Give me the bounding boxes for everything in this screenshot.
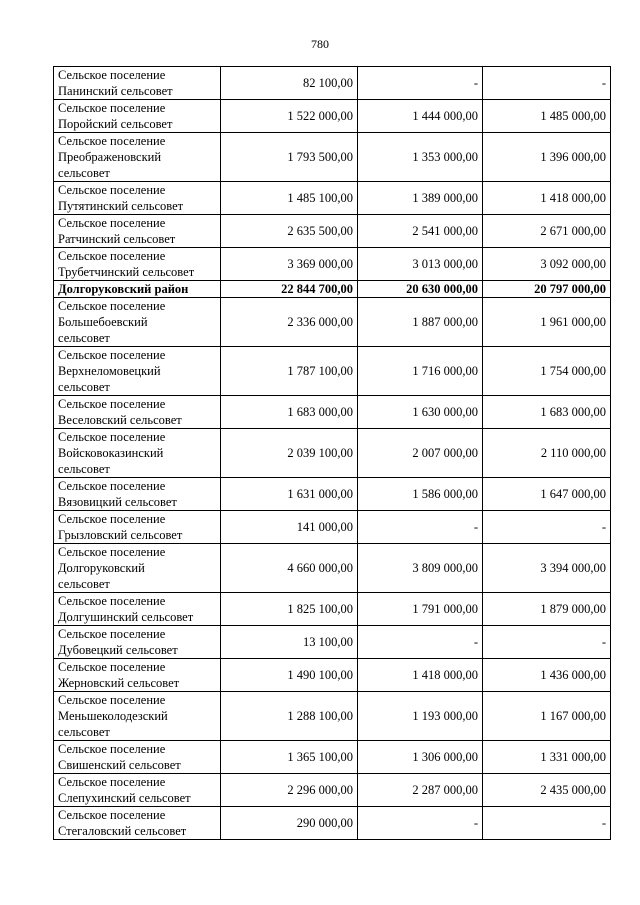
amount-cell-1: 1 793 500,00 [221, 133, 358, 182]
settlement-name-line: Войсковоказинский [58, 446, 164, 460]
settlement-name-line: Трубетчинский сельсовет [58, 265, 195, 279]
settlement-name-cell [54, 67, 221, 100]
table-row [54, 396, 611, 429]
amount-cell-3: 1 167 000,00 [483, 692, 611, 741]
amount-cell-1: 3 369 000,00 [221, 248, 358, 281]
amount-cell-1: 1 825 100,00 [221, 593, 358, 626]
amount-cell-1: 22 844 700,00 [221, 281, 358, 298]
settlement-name-line: Поройский сельсовет [58, 117, 173, 131]
settlement-name-line: Большебоевский [58, 315, 148, 329]
amount-cell-2: 2 541 000,00 [358, 215, 483, 248]
settlement-name-line: Сельское поселение [58, 68, 166, 82]
settlement-name-line: Сельское поселение [58, 397, 166, 411]
settlement-name-line: Сельское поселение [58, 183, 166, 197]
settlement-name-line: Вязовицкий сельсовет [58, 495, 177, 509]
settlement-name-line: Грызловский сельсовет [58, 528, 183, 542]
settlement-name-line: Панинский сельсовет [58, 84, 173, 98]
settlement-name-line: Сельское поселение [58, 479, 166, 493]
table-row [54, 347, 611, 396]
table-row [54, 182, 611, 215]
settlement-name-line: Жерновский сельсовет [58, 676, 180, 690]
amount-cell-2: - [358, 67, 483, 100]
amount-cell-1: 290 000,00 [221, 807, 358, 840]
settlement-name-line: Сельское поселение [58, 594, 166, 608]
settlement-name-line: сельсовет [58, 331, 110, 345]
settlement-name-cell [54, 807, 221, 840]
table-row [54, 741, 611, 774]
settlement-name-line: Сельское поселение [58, 101, 166, 115]
settlement-name-line: Сельское поселение [58, 249, 166, 263]
amount-cell-2: 1 306 000,00 [358, 741, 483, 774]
amount-cell-1: 1 522 000,00 [221, 100, 358, 133]
amount-cell-1: 2 039 100,00 [221, 429, 358, 478]
settlement-name-cell [54, 544, 221, 593]
settlement-name-line: Сельское поселение [58, 216, 166, 230]
amount-cell-2: 3 013 000,00 [358, 248, 483, 281]
table-row [54, 692, 611, 741]
amount-cell-2: 1 418 000,00 [358, 659, 483, 692]
amount-cell-1: 2 336 000,00 [221, 298, 358, 347]
amount-cell-2: - [358, 807, 483, 840]
settlement-name-line: Ратчинский сельсовет [58, 232, 176, 246]
amount-cell-2: 1 630 000,00 [358, 396, 483, 429]
settlement-name-cell [54, 659, 221, 692]
amount-cell-2: 20 630 000,00 [358, 281, 483, 298]
table-row [54, 67, 611, 100]
amount-cell-1: 1 631 000,00 [221, 478, 358, 511]
settlement-name-line: Преображеновский [58, 150, 162, 164]
settlement-name-line: Путятинский сельсовет [58, 199, 184, 213]
amount-cell-3: 1 436 000,00 [483, 659, 611, 692]
amount-cell-3: 20 797 000,00 [483, 281, 611, 298]
table-row [54, 478, 611, 511]
amount-cell-1: 1 365 100,00 [221, 741, 358, 774]
settlement-name-line: Меньшеколодезский [58, 709, 168, 723]
amount-cell-3: 1 331 000,00 [483, 741, 611, 774]
table-row [54, 215, 611, 248]
settlement-name-line: Веселовский сельсовет [58, 413, 182, 427]
amount-cell-1: 141 000,00 [221, 511, 358, 544]
settlement-name-cell [54, 281, 221, 298]
table-row [54, 511, 611, 544]
settlement-name-line: Сельское поселение [58, 775, 166, 789]
table-row [54, 626, 611, 659]
amount-cell-3: 1 647 000,00 [483, 478, 611, 511]
amount-cell-1: 1 288 100,00 [221, 692, 358, 741]
amount-cell-2: - [358, 511, 483, 544]
amount-cell-1: 1 490 100,00 [221, 659, 358, 692]
settlement-name-cell [54, 626, 221, 659]
settlement-name-line: Сельское поселение [58, 808, 166, 822]
settlement-name-line: Сельское поселение [58, 742, 166, 756]
amount-cell-1: 1 787 100,00 [221, 347, 358, 396]
amount-cell-3: 2 435 000,00 [483, 774, 611, 807]
settlement-name-cell [54, 396, 221, 429]
settlement-name-line: Долгоруковский [58, 561, 145, 575]
settlement-name-cell [54, 478, 221, 511]
amount-cell-2: 1 791 000,00 [358, 593, 483, 626]
settlement-name-line: Долгоруковский район [58, 282, 189, 296]
settlement-name-line: Сельское поселение [58, 545, 166, 559]
settlement-name-cell [54, 593, 221, 626]
settlement-name-cell [54, 741, 221, 774]
settlement-name-line: Сельское поселение [58, 348, 166, 362]
amount-cell-3: 3 394 000,00 [483, 544, 611, 593]
settlement-name-line: сельсовет [58, 462, 110, 476]
page-number: 780 [311, 37, 329, 51]
table-row [54, 298, 611, 347]
table-row [54, 544, 611, 593]
amount-cell-1: 13 100,00 [221, 626, 358, 659]
amount-cell-2: 1 444 000,00 [358, 100, 483, 133]
amount-cell-3: 1 418 000,00 [483, 182, 611, 215]
amount-cell-1: 2 635 500,00 [221, 215, 358, 248]
settlement-name-line: Слепухинский сельсовет [58, 791, 191, 805]
settlement-name-line: Сельское поселение [58, 627, 166, 641]
amount-cell-1: 4 660 000,00 [221, 544, 358, 593]
amount-cell-2: 2 287 000,00 [358, 774, 483, 807]
amount-cell-3: - [483, 511, 611, 544]
table-row [54, 248, 611, 281]
settlement-name-line: Верхнеломовецкий [58, 364, 161, 378]
amount-cell-3: 1 396 000,00 [483, 133, 611, 182]
settlement-name-line: Сельское поселение [58, 660, 166, 674]
settlement-name-line: Дубовецкий сельсовет [58, 643, 178, 657]
amount-cell-3: 1 879 000,00 [483, 593, 611, 626]
settlement-name-line: Сельское поселение [58, 299, 166, 313]
amount-cell-3: 2 110 000,00 [483, 429, 611, 478]
settlement-name-cell [54, 692, 221, 741]
table-row [54, 100, 611, 133]
amount-cell-2: 1 389 000,00 [358, 182, 483, 215]
settlement-name-cell [54, 347, 221, 396]
amount-cell-2: 2 007 000,00 [358, 429, 483, 478]
settlement-name-line: сельсовет [58, 725, 110, 739]
amount-cell-2: - [358, 626, 483, 659]
amount-cell-1: 2 296 000,00 [221, 774, 358, 807]
amount-cell-1: 1 683 000,00 [221, 396, 358, 429]
settlement-name-line: Свишенский сельсовет [58, 758, 181, 772]
amount-cell-3: - [483, 626, 611, 659]
amount-cell-3: 1 754 000,00 [483, 347, 611, 396]
settlement-name-line: Сельское поселение [58, 693, 166, 707]
amount-cell-2: 1 887 000,00 [358, 298, 483, 347]
table-row [54, 659, 611, 692]
table-row [54, 133, 611, 182]
settlement-name-cell [54, 133, 221, 182]
settlement-name-line: Сельское поселение [58, 512, 166, 526]
settlement-name-line: Сельское поселение [58, 134, 166, 148]
amount-cell-1: 82 100,00 [221, 67, 358, 100]
settlement-name-line: Сельское поселение [58, 430, 166, 444]
settlement-name-cell [54, 100, 221, 133]
amount-cell-1: 1 485 100,00 [221, 182, 358, 215]
amount-cell-3: 3 092 000,00 [483, 248, 611, 281]
settlement-name-line: Стегаловский сельсовет [58, 824, 187, 838]
settlement-name-line: Долгушинский сельсовет [58, 610, 194, 624]
amount-cell-3: - [483, 67, 611, 100]
settlement-name-line: сельсовет [58, 380, 110, 394]
settlement-name-cell [54, 774, 221, 807]
table-row [54, 807, 611, 840]
amount-cell-2: 3 809 000,00 [358, 544, 483, 593]
amount-cell-3: - [483, 807, 611, 840]
amount-cell-2: 1 193 000,00 [358, 692, 483, 741]
settlement-name-cell [54, 182, 221, 215]
table-row [54, 593, 611, 626]
settlement-name-cell [54, 511, 221, 544]
amount-cell-3: 1 961 000,00 [483, 298, 611, 347]
table-body [54, 67, 611, 840]
amount-cell-3: 1 683 000,00 [483, 396, 611, 429]
settlement-name-cell [54, 298, 221, 347]
settlement-name-cell [54, 248, 221, 281]
table-row [54, 429, 611, 478]
amount-cell-2: 1 716 000,00 [358, 347, 483, 396]
amount-cell-2: 1 353 000,00 [358, 133, 483, 182]
amount-cell-3: 2 671 000,00 [483, 215, 611, 248]
budget-table [53, 66, 611, 840]
district-total-row [54, 281, 611, 298]
amount-cell-3: 1 485 000,00 [483, 100, 611, 133]
settlement-name-cell [54, 215, 221, 248]
table-row [54, 774, 611, 807]
settlement-name-line: сельсовет [58, 166, 110, 180]
settlement-name-line: сельсовет [58, 577, 110, 591]
amount-cell-2: 1 586 000,00 [358, 478, 483, 511]
settlement-name-cell [54, 429, 221, 478]
